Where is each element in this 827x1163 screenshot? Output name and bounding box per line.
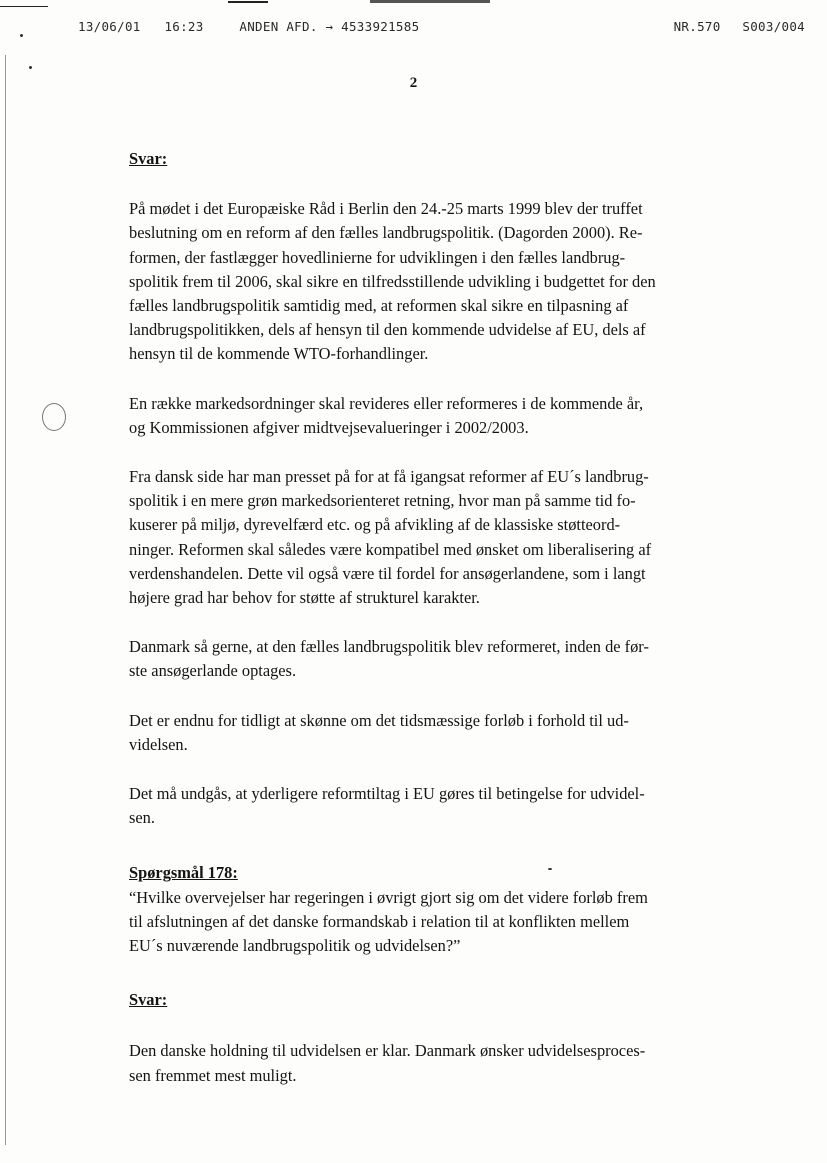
answer-heading: Svar:	[129, 149, 168, 168]
text-line: sen fremmet mest muligt.	[129, 1065, 297, 1085]
text-line: ninger. Reformen skal således være kompatibel med ønsket om liberalisering af	[129, 539, 652, 559]
question-text	[129, 886, 719, 959]
scan-edge-top-mid	[370, 0, 490, 3]
document-body	[129, 147, 719, 1088]
text-line: verdenshandelen. Dette vil også være til fordel for ansøgerlandene, som i langt	[129, 563, 646, 583]
text-line: På mødet i det Europæiske Råd i Berlin den 24.-25 marts 1999 blev der truffet	[129, 199, 643, 219]
answer-paragraph	[129, 465, 719, 610]
fax-header-left	[78, 19, 435, 34]
answer-paragraph	[129, 392, 719, 440]
answer-paragraph	[129, 782, 719, 830]
scan-speck	[29, 66, 32, 69]
text-line: Det må undgås, at yderligere reformtiltag i EU gøres til betingelse for udvidel-	[129, 784, 645, 804]
fax-sender: ANDEN AFD. → 4533921585	[239, 19, 420, 34]
text-line: “Hvilke overvejelser har regeringen i øvrigt gjort sig om det videre forløb frem	[129, 887, 648, 907]
text-line: formen, der fastlægger hovedlinierne for udviklingen i den fælles landbrug-	[129, 247, 626, 267]
text-line: højere grad har behov for støtte af strukturel karakter.	[129, 588, 480, 608]
text-line: landbrugspolitikken, dels af hensyn til den kommende udvidelse af EU, dels af	[129, 320, 646, 340]
text-line: spolitik frem til 2006, skal sikre en tilfredsstillende udvikling i budgettet for den	[129, 271, 656, 291]
text-line: videlsen.	[129, 734, 188, 754]
scan-edge-left	[5, 55, 6, 1145]
fax-page-counter: S003/004	[742, 19, 805, 34]
fax-header-right	[660, 19, 805, 34]
answer-paragraph	[129, 635, 719, 683]
text-line: sen.	[129, 808, 155, 828]
scan-edge-top-center	[228, 1, 268, 3]
text-line: beslutning om en reform af den fælles landbrugspolitik. (Dagorden 2000). Re-	[129, 223, 643, 243]
text-line: Danmark så gerne, at den fælles landbrugspolitik blev reformeret, inden de før-	[129, 637, 649, 657]
text-line: En række markedsordninger skal revideres eller reformeres i de kommende år,	[129, 393, 644, 413]
text-line: hensyn til de kommende WTO-forhandlinger.	[129, 344, 429, 364]
text-line: fælles landbrugspolitik samtidig med, at reformen skal sikre en tilpasning af	[129, 296, 629, 316]
page-number: 2	[409, 75, 418, 91]
text-line: til afslutningen af det danske formandskab i relation til at konflikten mellem	[129, 911, 630, 931]
scan-edge-top-left	[0, 6, 48, 7]
text-line: spolitik i en mere grøn markedsorienteret retning, hvor man på samme tid fo-	[129, 491, 636, 511]
answer-heading: Svar:	[129, 990, 168, 1010]
text-line: ste ansøgerlande optages.	[129, 661, 297, 681]
answer-paragraph	[129, 1039, 719, 1087]
text-line: Den danske holdning til udvidelsen er klar. Danmark ønsker udvidelsesproces-	[129, 1041, 646, 1061]
question-heading: Spørgsmål 178:	[129, 863, 238, 883]
fax-date: 13/06/01	[78, 19, 141, 34]
fax-time: 16:23	[164, 19, 204, 34]
text-line: Fra dansk side har man presset på for at få igangsat reformer af EU´s landbrug-	[129, 467, 649, 487]
answer-paragraph	[129, 197, 719, 366]
answer-paragraph	[129, 709, 719, 757]
text-line: EU´s nuværende landbrugspolitik og udvidelsen?”	[129, 936, 461, 956]
text-line: kuserer på miljø, dyrevelfærd etc. og på afvikling af de klassiske støtteord-	[129, 515, 621, 535]
punch-hole-mark	[42, 403, 66, 431]
scan-speck	[20, 34, 23, 37]
fax-number: NR.570	[673, 19, 721, 34]
text-line: Det er endnu for tidligt at skønne om det tidsmæssige forløb i forhold til ud-	[129, 710, 629, 730]
text-line: og Kommissionen afgiver midtvejsevalueringer i 2002/2003.	[129, 417, 529, 437]
